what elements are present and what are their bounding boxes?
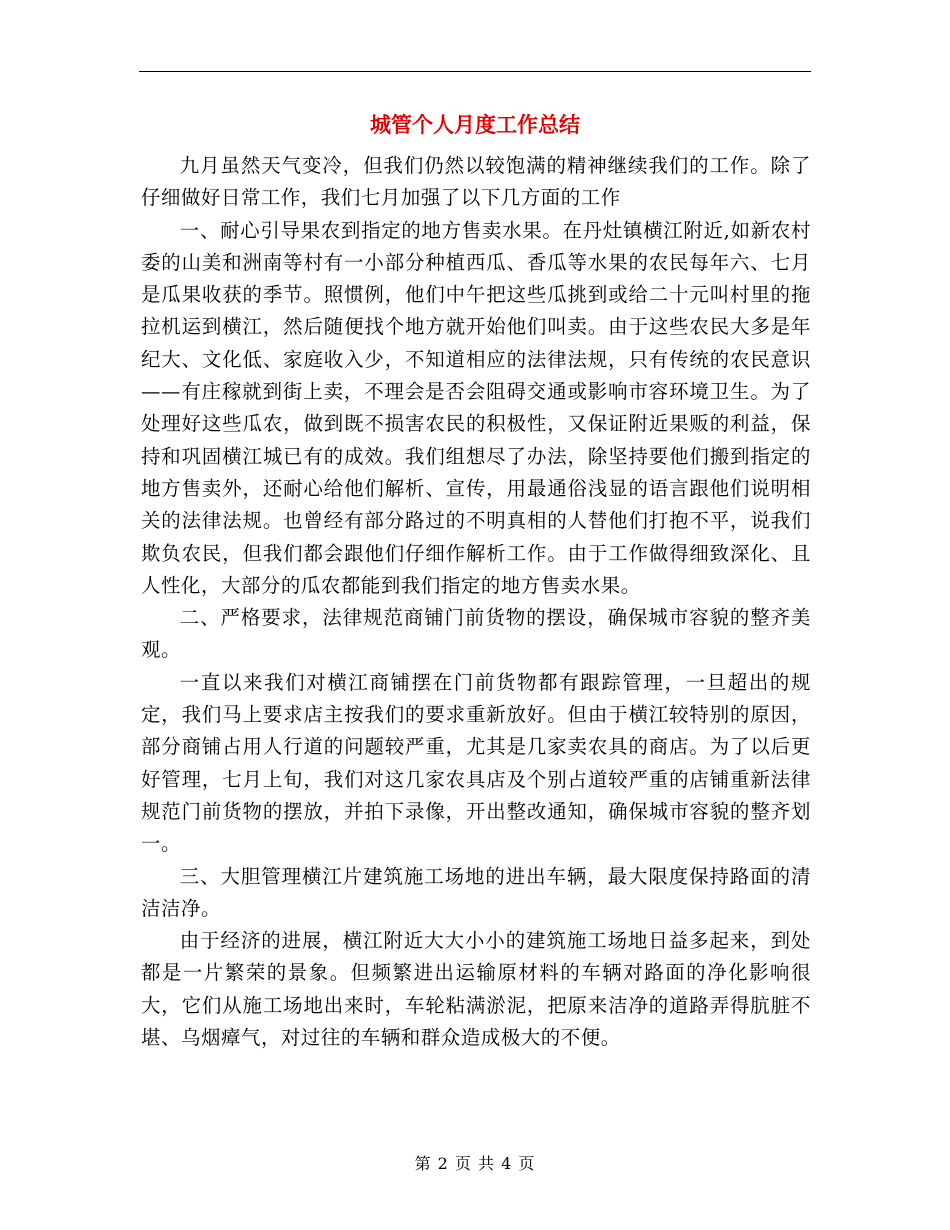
document-body bbox=[141, 150, 811, 1054]
paragraph-section-three-heading: 三、大胆管理横江片建筑施工场地的进出车辆，最大限度保持路面的清洁洁净。 bbox=[141, 864, 811, 920]
paragraph-section-one: 一、耐心引导果农到指定的地方售卖水果。在丹灶镇横江附近,如新农村委的山美和洲南等村有一小部分种植西瓜、香瓜等水果的农民每年六、七月是瓜果收获的季节。照惯例，他们中午把这些瓜挑到或给二十元叫村里的拖拉机运到横江，然后随便找个地方就开始他们叫卖。由于这些农民大多是年纪大、文化低、家庭收入少，不知道相应的法律法规，只有传统的农民意识——有庄稼就到街上卖，不理会是否会阻碍交通或影响市容环境卫生。为了处理好这些瓜农，做到既不损害农民的积极性，又保证附近果贩的利益，保持和巩固横江城已有的成效。我们组想尽了办法，除坚持要他们搬到指定的地方售卖外，还耐心给他们解析、宣传，用最通俗浅显的语言跟他们说明相关的法律法规。也曾经有部分路过的不明真相的人替他们打抱不平，说我们欺负农民，但我们都会跟他们仔细作解析工作。由于工作做得细致深化、且人性化，大部分的瓜农都能到我们指定的地方售卖水果。 bbox=[141, 218, 811, 597]
page-number: 第 2 页 共 4 页 bbox=[414, 1154, 536, 1173]
paragraph-section-two-body: 一直以来我们对横江商铺摆在门前货物都有跟踪管理，一旦超出的规定，我们马上要求店主按我们的要求重新放好。但由于横江较特别的原因，部分商铺占用人行道的问题较严重，尤其是几家卖农具的商店。为了以后更好管理，七月上旬，我们对这几家农具店及个别占道较严重的店铺重新法律规范门前货物的摆放，并拍下录像，开出整改通知，确保城市容貌的整齐划一。 bbox=[141, 670, 811, 856]
paragraph-section-three-body: 由于经济的进展，横江附近大大小小的建筑施工场地日益多起来，到处都是一片繁荣的景象。但频繁进出运输原材料的车辆对路面的净化影响很大，它们从施工场地出来时，车轮粘满淤泥，把原来洁净的道路弄得肮脏不堪、乌烟瘴气，对过往的车辆和群众造成极大的不便。 bbox=[141, 929, 811, 1050]
paragraph-intro: 九月虽然天气变冷，但我们仍然以较饱满的精神继续我们的工作。除了仔细做好日常工作，我们七月加强了以下几方面的工作 bbox=[141, 154, 811, 210]
document-title: 城管个人月度工作总结 bbox=[370, 112, 580, 137]
header-rule bbox=[139, 71, 811, 72]
paragraph-section-two-heading: 二、严格要求，法律规范商铺门前货物的摆设，确保城市容貌的整齐美观。 bbox=[141, 606, 811, 662]
